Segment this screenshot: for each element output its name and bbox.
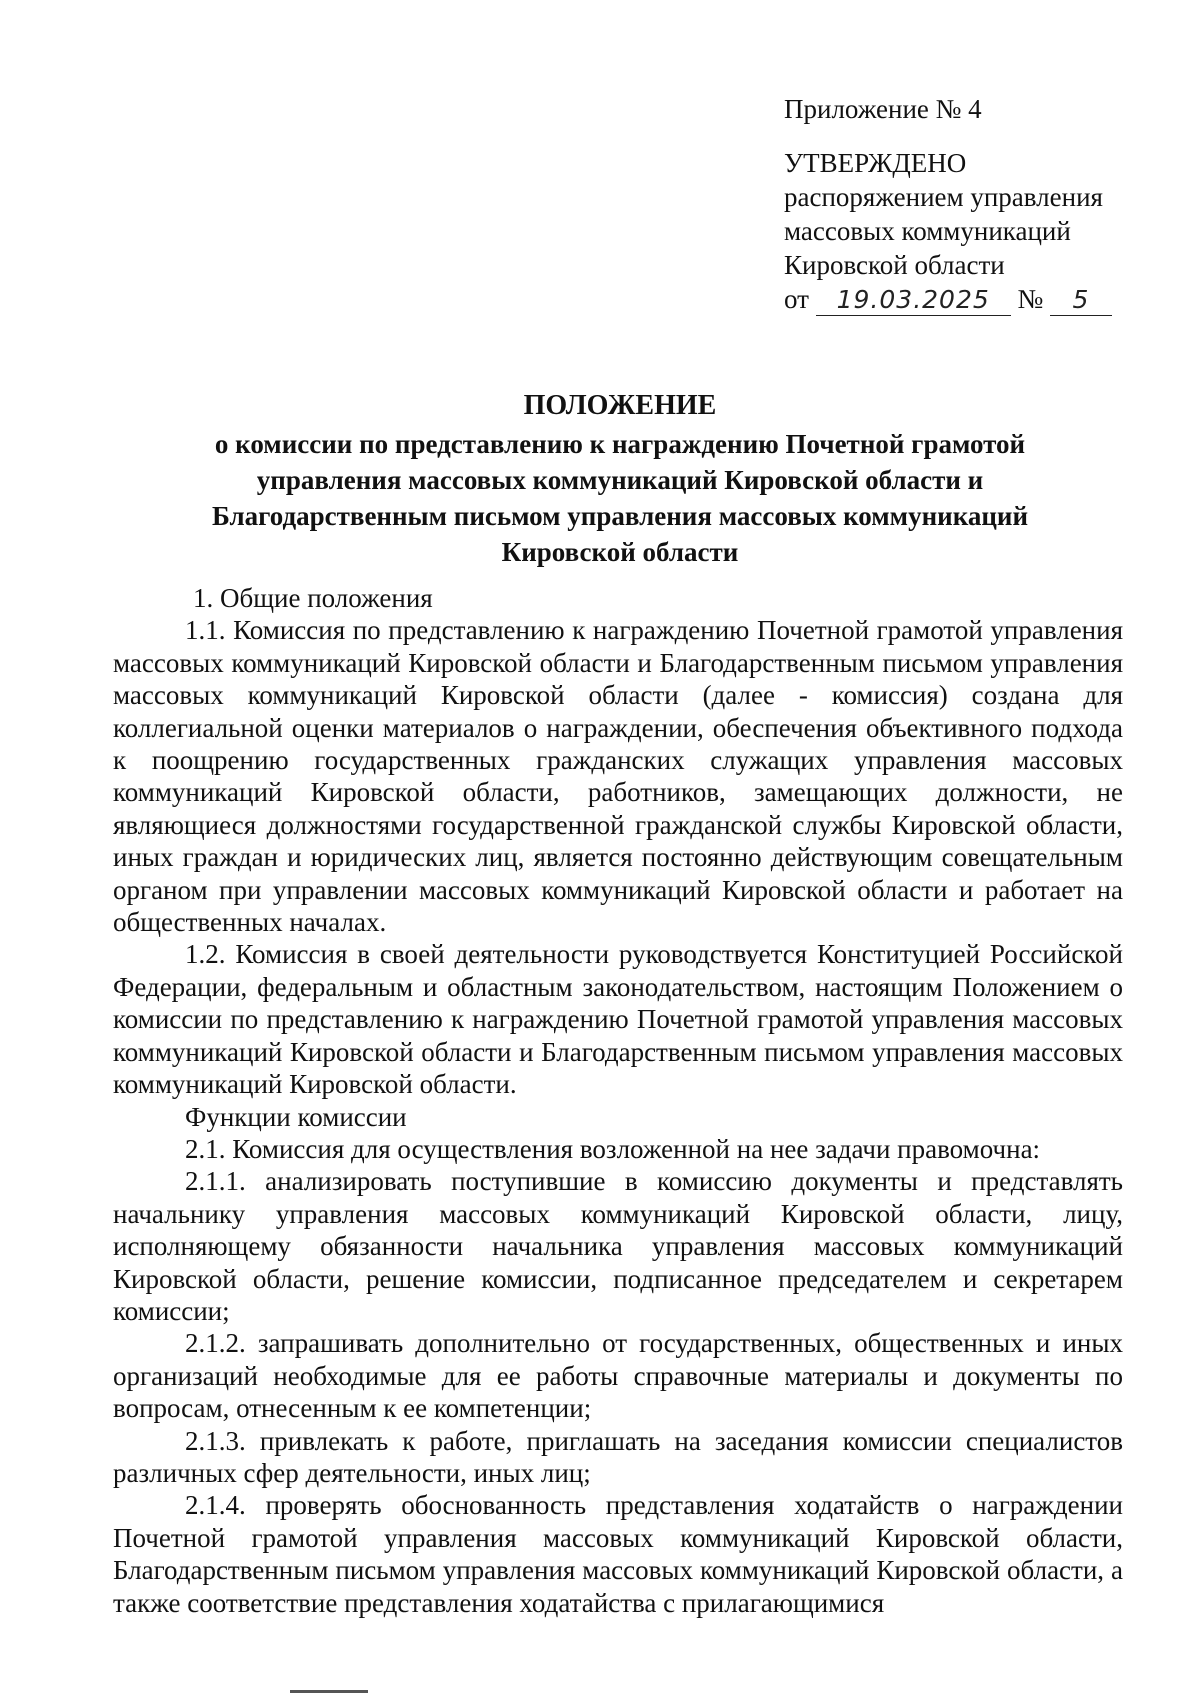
paragraph-2-1-1: 2.1.1. анализировать поступившие в комиссию документы и представлять начальнику управления массовых коммуникаций Кировской области, лицу, исполняющему обязанности начальника управления массовых коммуникаций Кировской области, решение комиссии, подписанное председателем и секретарем комиссии; bbox=[113, 1166, 1123, 1326]
title-main: ПОЛОЖЕНИЕ bbox=[523, 390, 717, 421]
approved-by-line-1: распоряжением управления bbox=[784, 182, 1103, 212]
number-prefix: № bbox=[1017, 284, 1044, 314]
approved-by-line-2: массовых коммуникаций bbox=[784, 216, 1071, 246]
title-line-2: управления массовых коммуникаций Кировской области и bbox=[256, 465, 984, 495]
appendix-label: Приложение № 4 bbox=[784, 94, 982, 124]
paragraph-2-1-3: 2.1.3. привлекать к работе, приглашать на заседания комиссии специалистов различных сфер деятельности, иных лиц; bbox=[113, 1425, 1123, 1488]
document-body bbox=[113, 582, 1123, 1619]
approval-block bbox=[784, 92, 1112, 316]
paragraph-2-1: 2.1. Комиссия для осуществления возложенной на нее задачи правомочна: bbox=[185, 1133, 1041, 1164]
title-line-1: о комиссии по представлению к награждению Почетной грамотой bbox=[214, 429, 1026, 459]
date-prefix: от bbox=[784, 284, 809, 314]
paragraph-1-2: 1.2. Комиссия в своей деятельности руководствуется Конституцией Российской Федерации, федеральным и областным законодательством, настоящим Положением о комиссии по представлению к награждению Почетной грамотой управления массовых коммуникаций Кировской области и Благодарственным письмом управления массовых коммуникаций Кировской области. bbox=[113, 939, 1123, 1100]
approved-by-line-3: Кировской области bbox=[784, 250, 1005, 280]
section-2-heading: Функции комиссии bbox=[185, 1101, 407, 1132]
approved-heading: УТВЕРЖДЕНО bbox=[784, 148, 967, 178]
title-line-4: Кировской области bbox=[501, 537, 739, 567]
date-number-line bbox=[784, 282, 1112, 316]
document-title bbox=[120, 388, 1120, 570]
section-1-heading: 1. Общие положения bbox=[193, 583, 433, 613]
title-line-3: Благодарственным письмом управления массовых коммуникаций bbox=[211, 501, 1029, 531]
footer-scan-mark bbox=[290, 1690, 368, 1693]
paragraph-2-1-2: 2.1.2. запрашивать дополнительно от государственных, общественных и иных организаций необходимые для ее работы справочные материалы и документы по вопросам, отнесенным к ее компетенции; bbox=[113, 1328, 1123, 1424]
paragraph-1-1: 1.1. Комиссия по представлению к награждению Почетной грамотой управления массовых коммуникаций Кировской области и Благодарственным письмом управления массовых коммуникаций Кировской области (далее - комиссия) создана для коллегиальной оценки материалов о награждении, обеспечения объективного подхода к поощрению государственных гражданских служащих управления массовых коммуникаций Кировской области, работников, замещающих должности, не являющиеся должностями государственной гражданской службы Кировской области, иных граждан и юридических лиц, является постоянно действующим совещательным органом при управлении массовых коммуникаций Кировской области и работает на общественных началах. bbox=[113, 615, 1123, 938]
paragraph-2-1-4: 2.1.4. проверять обоснованность представления ходатайств о награждении Почетной грамотой управления массовых коммуникаций Кировской области, Благодарственным письмом управления массовых коммуникаций Кировской области, а также соответствие представления ходатайства с прилагающимися bbox=[113, 1490, 1123, 1618]
handwritten-date: 19.03.2025 bbox=[816, 285, 1011, 316]
handwritten-number: 5 bbox=[1050, 285, 1112, 316]
